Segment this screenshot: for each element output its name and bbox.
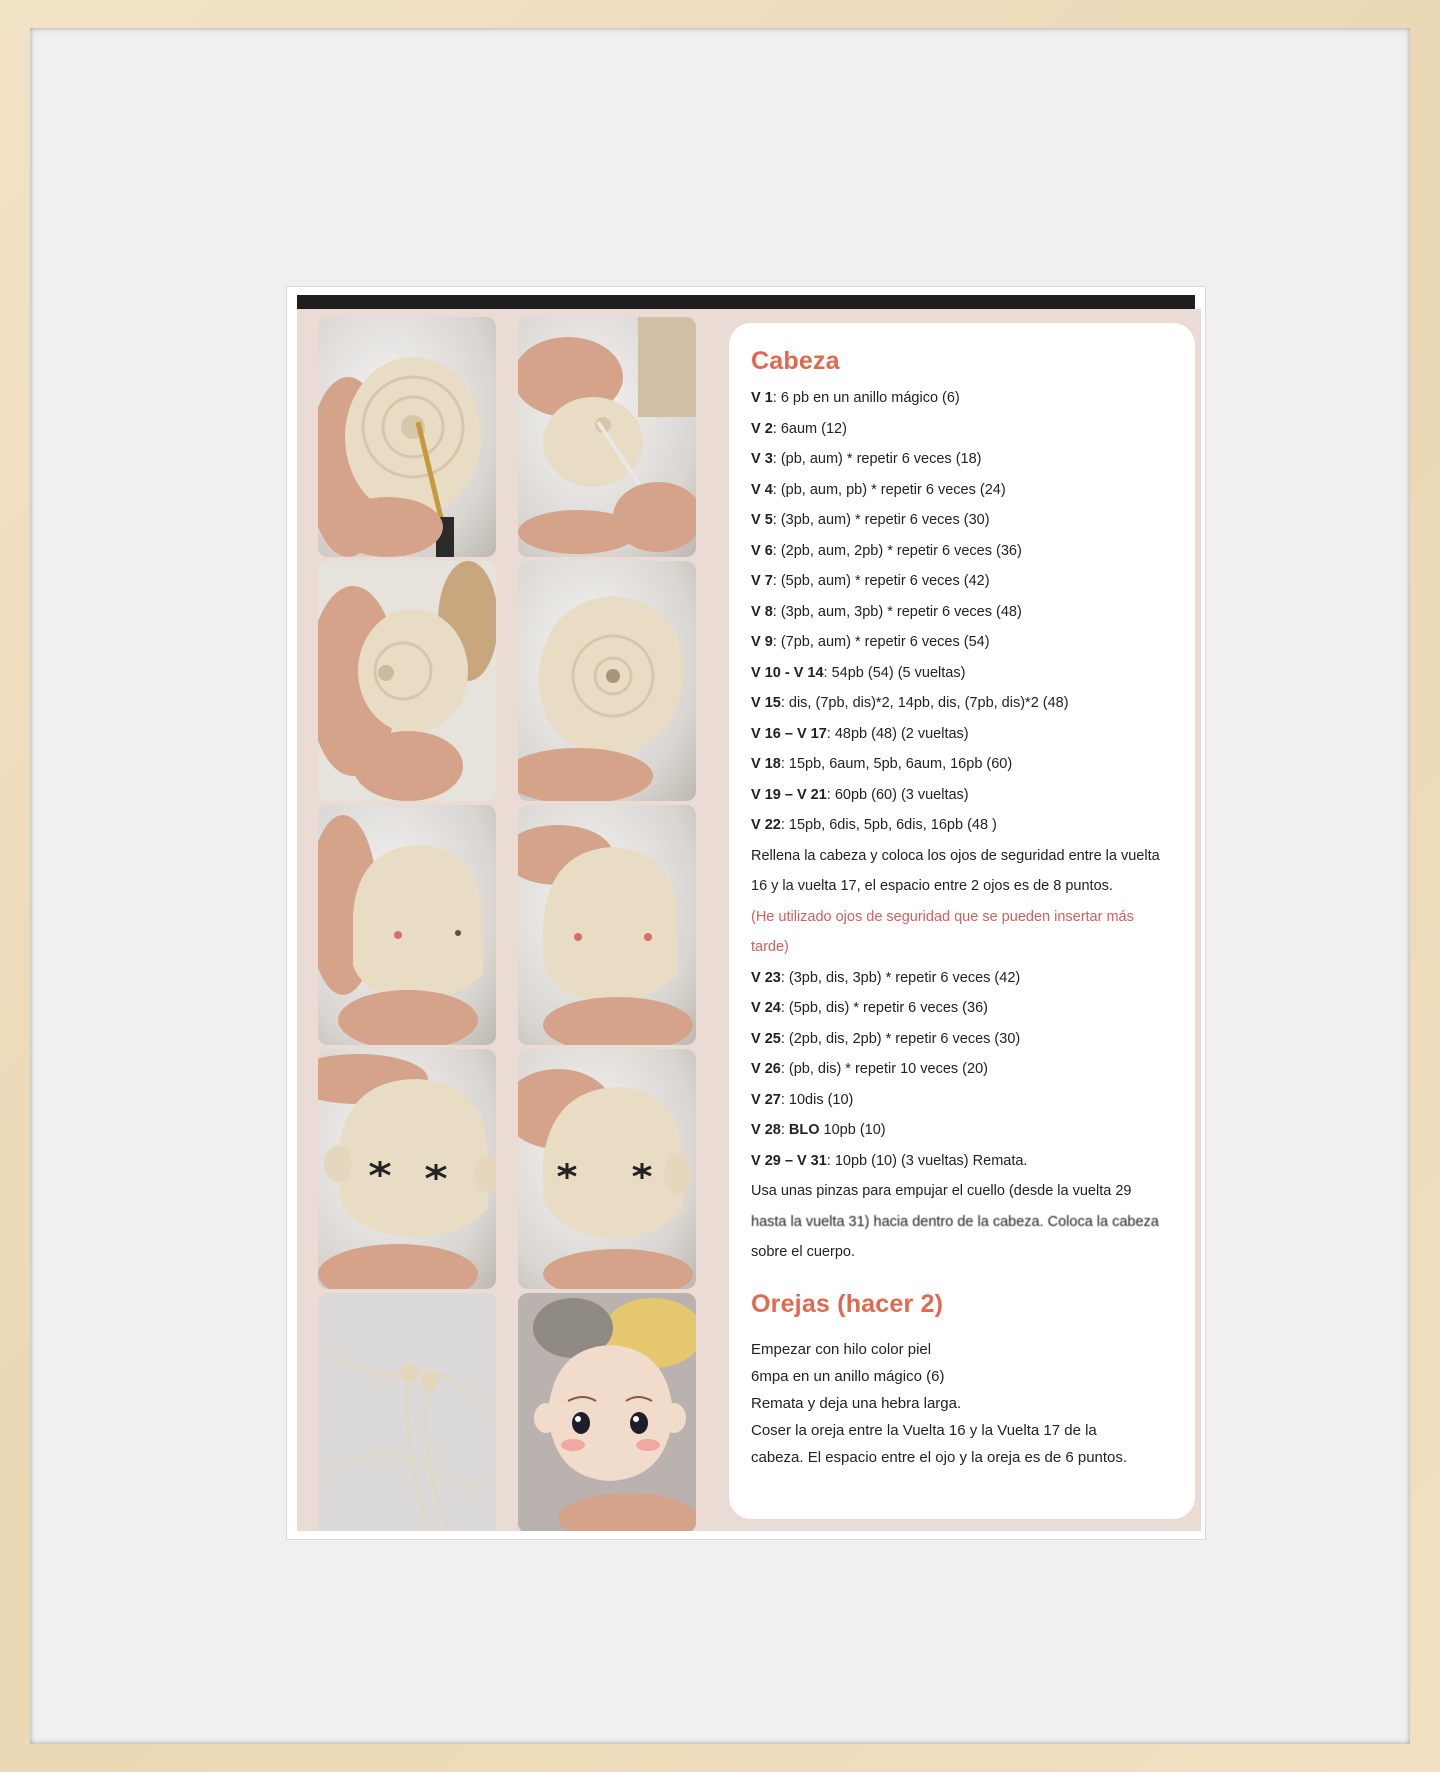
photo-magic-ring xyxy=(318,317,496,557)
round-row: V 2: 6aum (12) xyxy=(751,420,847,437)
photo-ring-closeup xyxy=(518,317,696,557)
round-row: V 1: 6 pb en un anillo mágico (6) xyxy=(751,390,960,406)
ears-line: Remata y deja una hebra larga. xyxy=(751,1394,962,1412)
round-row: V 3: (pb, aum) * repetir 6 veces (18) xyxy=(751,451,982,467)
photo-finished-face xyxy=(518,1293,696,1531)
round-row: V 25: (2pb, dis, 2pb) * repetir 6 veces (30) xyxy=(751,1030,1021,1047)
photo-rounds-growing xyxy=(318,561,496,801)
ears-line: Empezar con hilo color piel xyxy=(751,1340,932,1358)
round-row: V 24: (5pb, dis) * repetir 6 veces (36) xyxy=(751,1000,988,1016)
round-row: V 23: (3pb, dis, 3pb) * repetir 6 veces (42) xyxy=(751,969,1021,986)
round-row: V 22: 15pb, 6dis, 5pb, 6dis, 16pb (48 ) xyxy=(751,817,997,833)
photo-head-base xyxy=(518,561,696,801)
round-row: V 29 – V 31: 10pb (10) (3 vueltas) Remata. xyxy=(751,1152,1028,1169)
round-row: V 18: 15pb, 6aum, 5pb, 6aum, 16pb (60) xyxy=(751,756,1013,772)
page-top-bar xyxy=(297,295,1195,309)
eyes-note: tarde) xyxy=(751,939,789,955)
instructions-card xyxy=(729,323,1195,1519)
ears-line: 6mpa en un anillo mágico (6) xyxy=(751,1367,945,1385)
round-row: V 26: (pb, dis) * repetir 10 veces (20) xyxy=(751,1061,988,1077)
round-row: V 5: (3pb, aum) * repetir 6 veces (30) xyxy=(751,512,990,528)
round-row: V 7: (5pb, aum) * repetir 6 veces (42) xyxy=(751,573,990,589)
round-row: V 28: BLO 10pb (10) xyxy=(751,1122,886,1138)
photo-head-embroidered-eyes xyxy=(318,1049,496,1289)
pattern-page xyxy=(286,286,1206,1540)
photo-head-eyes-side xyxy=(518,805,696,1045)
ears-line: Coser la oreja entre la Vuelta 16 y la Vuelta 17 de la xyxy=(751,1421,1097,1439)
photo-head-sleepy-eyes xyxy=(518,1049,696,1289)
neck-instruction: sobre el cuerpo. xyxy=(751,1244,855,1260)
frame-mat xyxy=(30,28,1410,1744)
neck-instruction: Usa unas pinzas para empujar el cuello (desde la vuelta 29 xyxy=(751,1183,1132,1199)
stuffing-instruction: 16 y la vuelta 17, el espacio entre 2 ojos es de 8 puntos. xyxy=(751,878,1113,894)
round-row: V 15: dis, (7pb, dis)*2, 14pb, dis, (7pb, dis)*2 (48) xyxy=(751,695,1069,711)
stuffing-instruction: Rellena la cabeza y coloca los ojos de seguridad entre la vuelta xyxy=(751,847,1160,864)
round-row: V 19 – V 21: 60pb (60) (3 vueltas) xyxy=(751,786,969,803)
neck-instruction: hasta la vuelta 31) hacia dentro de la cabeza. Coloca la cabeza xyxy=(751,1213,1159,1230)
ears-instructions xyxy=(751,1336,1173,1471)
section-title-orejas: Orejas (hacer 2) xyxy=(751,1289,944,1318)
round-row: V 27: 10dis (10) xyxy=(751,1091,854,1108)
round-row: V 8: (3pb, aum, 3pb) * repetir 6 veces (48) xyxy=(751,603,1022,620)
section-title-cabeza: Cabeza xyxy=(751,347,840,375)
photo-ears-with-yarn xyxy=(318,1293,496,1531)
round-row: V 9: (7pb, aum) * repetir 6 veces (54) xyxy=(751,634,990,650)
eyes-note: (He utilizado ojos de seguridad que se pueden insertar más xyxy=(751,908,1134,925)
round-row: V 16 – V 17: 48pb (48) (2 vueltas) xyxy=(751,725,969,742)
photo-head-eyes-front xyxy=(318,805,496,1045)
ears-line: cabeza. El espacio entre el ojo y la oreja es de 6 puntos. xyxy=(751,1448,1128,1466)
pattern-sheet xyxy=(297,309,1201,1531)
round-row: V 4: (pb, aum, pb) * repetir 6 veces (24) xyxy=(751,481,1006,498)
round-row: V 6: (2pb, aum, 2pb) * repetir 6 veces (36) xyxy=(751,542,1022,559)
round-row: V 10 - V 14: 54pb (54) (5 vueltas) xyxy=(751,664,966,681)
